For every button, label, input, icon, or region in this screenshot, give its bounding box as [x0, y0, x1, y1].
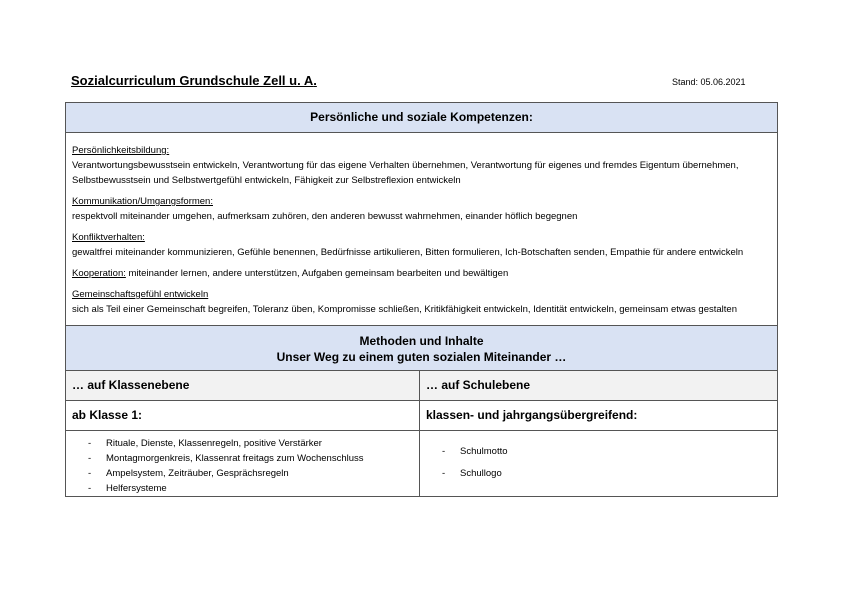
- competencies-body: [66, 133, 778, 326]
- sub-class-level: ab Klasse 1:: [66, 401, 420, 431]
- list-item: - Montagmorgenkreis, Klassenrat freitags zum Wochenschluss: [88, 453, 364, 464]
- section-text: gewaltfrei miteinander kommunizieren, Gefühle benennen, Bedürfnisse artikulieren, Bitten formulieren, Ich-Botschaften senden, Empathie für andere entwickeln: [72, 247, 744, 258]
- col-class-level: … auf Klassenebene: [66, 371, 420, 401]
- section-text: respektvoll miteinander umgehen, aufmerksam zuhören, den anderen bewusst wahrnehmen, einander höflich begegnen: [72, 211, 578, 222]
- col-school-level: … auf Schulebene: [420, 371, 778, 401]
- section-label: Persönlichkeitsbildung:: [72, 145, 170, 156]
- section-cooperation: [72, 266, 771, 281]
- section-text: miteinander lernen, andere unterstützen, Aufgaben gemeinsam bearbeiten und bewältigen: [128, 268, 509, 279]
- section-label: Konfliktverhalten:: [72, 232, 145, 243]
- class-level-list: [66, 431, 419, 496]
- document-title: Sozialcurriculum Grundschule Zell u. A.: [71, 73, 317, 88]
- section-communication: [72, 194, 771, 224]
- list-item: - Rituale, Dienste, Klassenregeln, positive Verstärker: [88, 438, 322, 449]
- methods-heading: [66, 326, 778, 371]
- list-item: - Schulmotto: [442, 446, 508, 457]
- section-label: Kommunikation/Umgangsformen:: [72, 196, 213, 207]
- list-item: - Ampelsystem, Zeiträuber, Gesprächsregeln: [88, 468, 289, 479]
- section-personality: [72, 143, 771, 188]
- competencies-heading: Persönliche und soziale Kompetenzen:: [66, 103, 778, 133]
- section-label: Gemeinschaftsgefühl entwickeln: [72, 289, 209, 300]
- section-text: Verantwortungsbewusstsein entwickeln, Verantwortung für das eigene Verhalten übernehmen, Verantwortung für eigenes und fremdes Eigentum übernehmen, Selbstbewusstsein und Selbstwertgefühl entwickeln, Fähigkeit zur Selbstreflexion entwickeln: [72, 160, 739, 186]
- school-level-cell: [420, 431, 778, 497]
- list-item: - Helfersysteme: [88, 483, 167, 494]
- methods-heading-line1: Methoden und Inhalte: [359, 334, 484, 348]
- date-stamp: Stand: 05.06.2021: [672, 77, 746, 87]
- section-label: Kooperation:: [72, 268, 126, 279]
- school-level-list: [420, 431, 777, 485]
- class-level-cell: [66, 431, 420, 497]
- section-community: [72, 287, 771, 317]
- sub-school-level: klassen- und jahrgangsübergreifend:: [420, 401, 778, 431]
- curriculum-table: [65, 102, 778, 497]
- list-item: - Schullogo: [442, 468, 502, 479]
- methods-heading-line2: Unser Weg zu einem guten sozialen Miteinander …: [276, 350, 567, 364]
- section-text: sich als Teil einer Gemeinschaft begreifen, Toleranz üben, Kompromisse schließen, Kritikfähigkeit entwickeln, Identität entwickeln, gemeinsam etwas gestalten: [72, 304, 737, 315]
- section-conflict: [72, 230, 771, 260]
